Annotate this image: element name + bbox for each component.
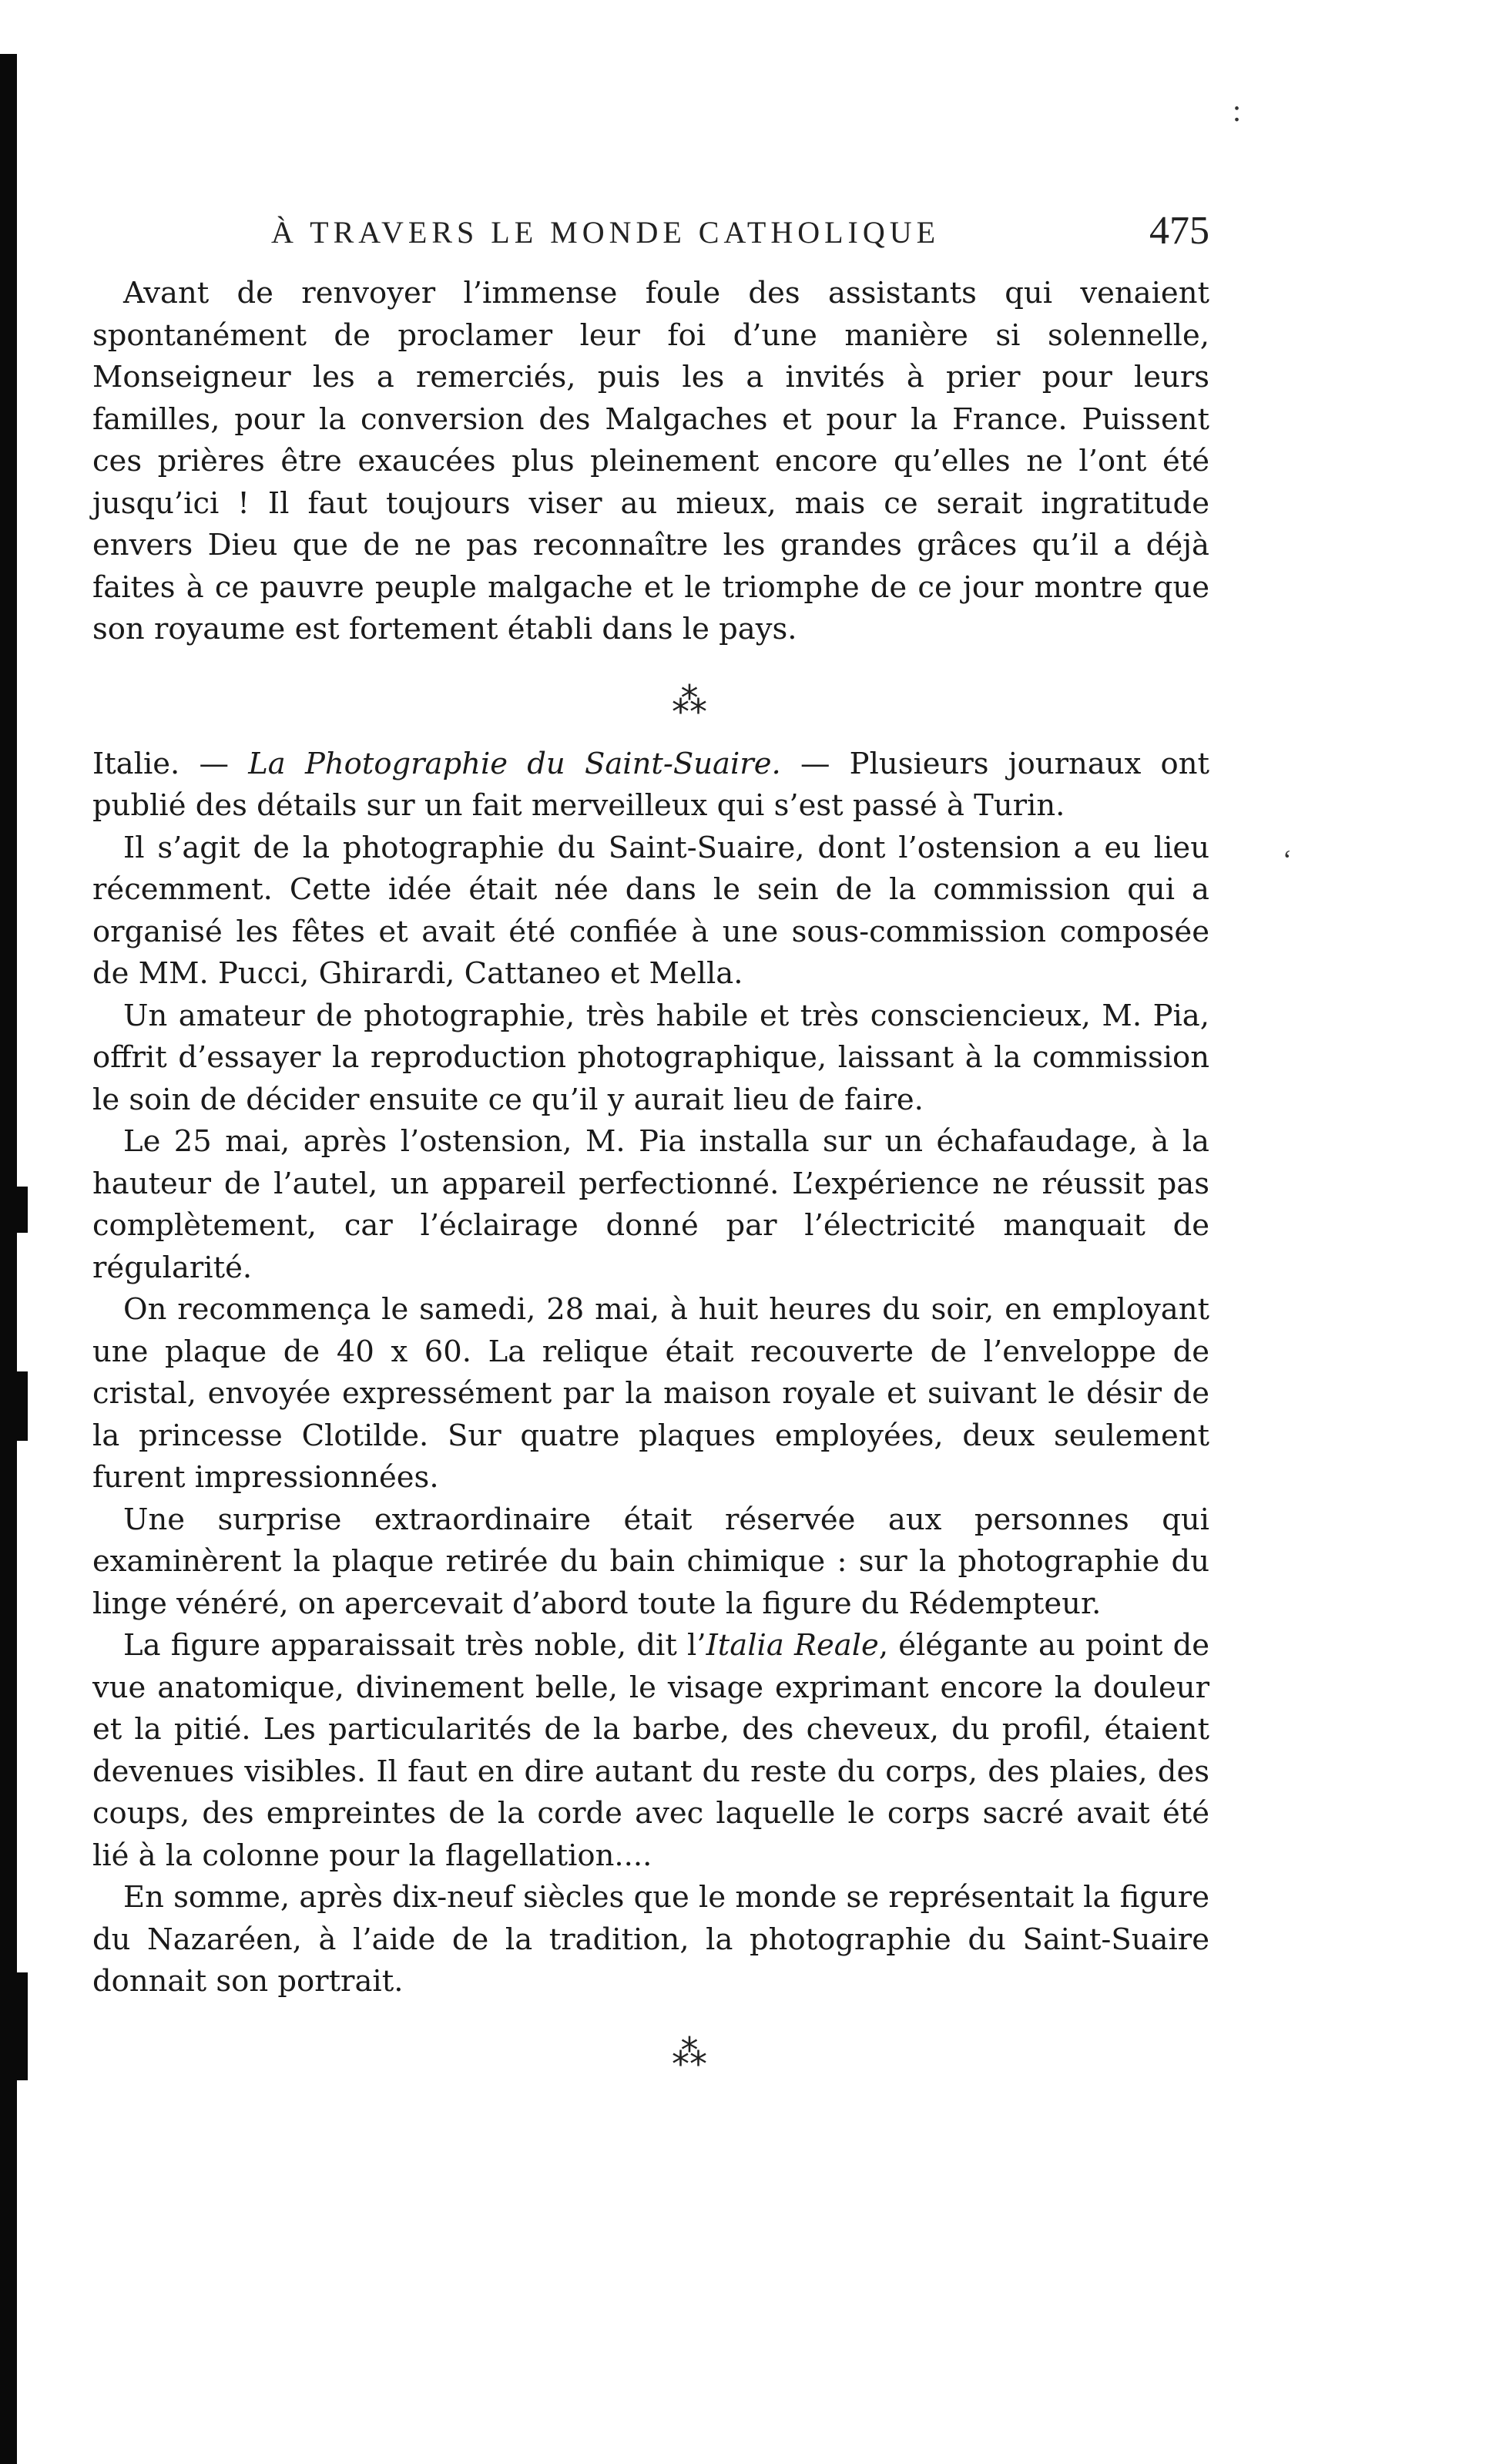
- paragraph-saint-suaire: Il s’agit de la photographie du Saint-Suaire, dont l’ostension a eu lieu récemment. Cette idée était née dans le sein de la commission qui a organisé les fêtes et avait été confiée à une sous-commission composée de MM. Pucci, Ghirardi, Cattaneo et Mella.: [92, 830, 1209, 991]
- page-body: [92, 208, 1209, 2096]
- running-title: À TRAVERS LE MONDE CATHOLIQUE: [271, 215, 941, 250]
- paragraph-madagascar: Avant de renvoyer l’immense foule des assistants qui venaient spontanément de proclamer leur foi d’une manière si solennelle, Monseigneur les a remerciés, puis les a invités à prier pour leurs familles, pour la conversion des Malgaches et pour la France. Puissent ces prières être exaucées plus pleinement encore qu’elles ne l’ont été jusqu’ici ! Il faut toujours viser au mieux, mais ce serait ingratitude envers Dieu que de ne pas reconnaître les grandes grâces qu’il a déjà faites à ce pauvre peuple malgache et le triomphe de ce jour montre que son royaume est fortement établi dans le pays.: [92, 276, 1209, 646]
- section-lead: — Plusieurs journaux ont publié des détails sur un fait merveilleux qui s’est passé à Turin.: [92, 746, 1209, 823]
- binding-speck: [17, 1187, 28, 1233]
- paragraph-en-somme: En somme, après dix-neuf siècles que le monde se représentait la figure du Nazaréen, à l’aide de la tradition, la photographie du Saint-Suaire donnait son portrait.: [92, 1880, 1209, 1999]
- binding-speck: [17, 1371, 28, 1441]
- paragraph-28-mai: On recommença le samedi, 28 mai, à huit heures du soir, en employant une plaque de 40 x 60. La relique était recouverte de l’enveloppe de cristal, envoyée expressément par la maison royale et suivant le désir de la princesse Clotilde. Sur quatre plaques employées, deux seulement furent impressionnées.: [92, 1292, 1209, 1495]
- running-head: [92, 208, 1209, 262]
- section-title: La Photographie du Saint-Suaire.: [248, 746, 781, 781]
- figure-text-b: , élégante au point de vue anatomique, divinement belle, le visage exprimant encore la douleur et la pitié. Les particularités de la barbe, des cheveux, du profil, étaient devenues visibles. Il faut en dire autant du reste du corps, des plaies, des coups, des empreintes de la corde avec laquelle le corps sacré avait été lié à la colonne pour la flagellation....: [92, 1628, 1209, 1873]
- section-italie: [92, 744, 1209, 827]
- section-country: Italie. —: [92, 746, 249, 781]
- binding-edge: [0, 54, 17, 2464]
- figure-text-a: La figure apparaissait très noble, dit l’: [123, 1628, 706, 1663]
- paragraph-surprise: Une surprise extraordinaire était réservée aux personnes qui examinèrent la plaque retirée du bain chimique : sur la photographie du linge vénéré, on apercevait d’abord toute la figure du Rédempteur.: [92, 1502, 1209, 1621]
- stray-mark: ‘: [1283, 844, 1292, 875]
- corner-mark: :: [1233, 93, 1242, 128]
- binding-speck: [17, 1972, 28, 2080]
- paragraph-25-mai: Le 25 mai, après l’ostension, M. Pia installa sur un échafaudage, à la hauteur de l’autel, un appareil perfectionné. L’expérience ne réussit pas complètement, car l’éclairage donné par l’électricité manquait de régularité.: [92, 1124, 1209, 1285]
- figure-source: Italia Reale: [706, 1628, 879, 1663]
- page-number: 475: [1149, 209, 1209, 253]
- asterism-divider: ⁂: [672, 680, 707, 720]
- paragraph-figure: [92, 1625, 1209, 1877]
- paragraph-amateur: Un amateur de photographie, très habile et très consciencieux, M. Pia, offrit d’essayer la reproduction photographique, laissant à la commission le soin de décider ensuite ce qu’il y aurait lieu de faire.: [92, 998, 1209, 1117]
- asterism-divider: ⁂: [672, 2033, 707, 2073]
